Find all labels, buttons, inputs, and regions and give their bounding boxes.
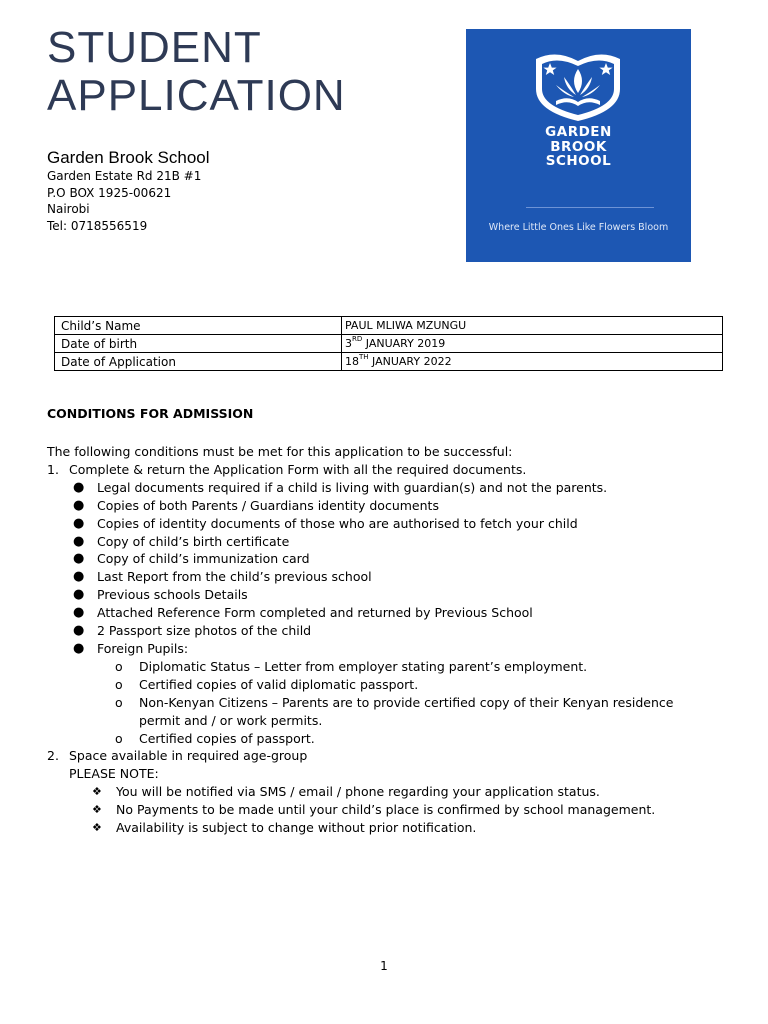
logo-name-line: BROOK: [550, 138, 607, 155]
bullet-icon: ●: [73, 533, 85, 549]
logo-name-line: SCHOOL: [545, 153, 612, 169]
address-line-street: Garden Estate Rd 21B #1: [47, 169, 202, 183]
note-text: You will be notified via SMS / email / phone regarding your application status.: [116, 784, 600, 800]
application-day: 18: [345, 355, 359, 368]
list-item: [47, 819, 737, 837]
child-name-label: Child’s Name: [55, 317, 342, 335]
sub-bullet-continuation: permit and / or work permits.: [139, 712, 323, 728]
bullet-text: Copy of child’s immunization card: [97, 551, 310, 567]
bullet-icon: ●: [73, 479, 85, 495]
page-number: 1: [380, 959, 388, 973]
list-item: [47, 461, 737, 479]
list-item: [47, 801, 737, 819]
bullet-text: Previous schools Details: [97, 587, 248, 603]
bullet-text: Copy of child’s birth certificate: [97, 533, 290, 549]
application-date-label: Date of Application: [55, 353, 342, 371]
sub-bullet-text: Certified copies of valid diplomatic passport.: [139, 676, 419, 692]
bullet-text: Last Report from the child’s previous school: [97, 569, 372, 585]
bullet-text: 2 Passport size photos of the child: [97, 623, 312, 639]
diamond-bullet-icon: ❖: [92, 803, 102, 817]
list-item: [47, 568, 737, 586]
bullet-icon: ●: [73, 587, 85, 603]
dob-suffix: RD: [352, 335, 363, 343]
bullet-text: Copies of both Parents / Guardians identity documents: [97, 497, 439, 513]
bullet-text: Foreign Pupils:: [97, 640, 189, 656]
crest-icon: [526, 49, 630, 123]
child-info-table: [54, 316, 723, 371]
list-item: [47, 533, 737, 551]
list-item: [47, 479, 737, 497]
item-number: 1.: [47, 461, 59, 477]
bullet-icon: ●: [73, 569, 85, 585]
table-row: [55, 353, 723, 371]
list-item: [47, 676, 737, 694]
list-item: [47, 658, 737, 676]
conditions-heading: CONDITIONS FOR ADMISSION: [47, 406, 254, 421]
logo-name-line: GARDEN: [545, 124, 612, 140]
logo-divider: [526, 207, 654, 208]
address-line-box: P.O BOX 1925-00621: [47, 185, 172, 200]
bullet-text: Legal documents required if a child is living with guardian(s) and not the parents.: [97, 479, 608, 495]
dob-label: Date of birth: [55, 335, 342, 353]
list-item: [47, 586, 737, 604]
table-row: [55, 335, 723, 353]
bullet-icon: ●: [73, 623, 85, 639]
title-line-1: STUDENT: [47, 23, 262, 72]
diamond-bullet-icon: ❖: [92, 785, 102, 799]
address-line-city: Nairobi: [47, 202, 90, 216]
child-name-text: PAUL MLIWA MZUNGU: [345, 319, 467, 332]
title-line-2: APPLICATION: [47, 71, 346, 120]
bullet-icon: ●: [73, 497, 85, 513]
document-title: [47, 24, 346, 120]
sub-bullet-text: Non-Kenyan Citizens – Parents are to provide certified copy of their Kenyan residence: [139, 694, 674, 710]
application-date-value: [342, 353, 723, 371]
please-note-label: PLEASE NOTE:: [69, 766, 159, 782]
bullet-text: Attached Reference Form completed and returned by Previous School: [97, 605, 533, 621]
circle-bullet-icon: o: [115, 658, 123, 674]
list-item: [47, 694, 737, 712]
list-item: [47, 783, 737, 801]
item-text: Complete & return the Application Form with all the required documents.: [69, 461, 527, 477]
list-item: [47, 622, 737, 640]
list-item: [47, 730, 737, 748]
dob-value: [342, 335, 723, 353]
school-name: Garden Brook School: [47, 148, 210, 167]
bullet-icon: ●: [73, 605, 85, 621]
list-item: [47, 550, 737, 568]
item-text: Space available in required age-group: [69, 748, 308, 764]
school-logo: [466, 29, 691, 262]
conditions-intro: The following conditions must be met for this application to be successful:: [47, 444, 513, 459]
child-name-value: [342, 317, 723, 335]
circle-bullet-icon: o: [115, 676, 123, 692]
note-text: No Payments to be made until your child’s place is confirmed by school management.: [116, 802, 656, 818]
application-month-year: JANUARY 2022: [368, 355, 452, 368]
sub-bullet-text: Diplomatic Status – Letter from employer stating parent’s employment.: [139, 658, 588, 674]
school-address: [47, 168, 201, 234]
sub-bullet-text: Certified copies of passport.: [139, 730, 315, 746]
bullet-text: Copies of identity documents of those who are authorised to fetch your child: [97, 515, 578, 531]
diamond-bullet-icon: ❖: [92, 821, 102, 835]
logo-school-name: [466, 125, 691, 169]
dob-day: 3: [345, 337, 352, 350]
bullet-icon: ●: [73, 515, 85, 531]
list-item: [47, 747, 737, 765]
logo-tagline: Where Little Ones Like Flowers Bloom: [488, 222, 669, 233]
circle-bullet-icon: o: [115, 694, 123, 710]
bullet-icon: ●: [73, 640, 85, 656]
address-line-phone: Tel: 0718556519: [47, 218, 148, 233]
note-text: Availability is subject to change without prior notification.: [116, 820, 477, 836]
list-item: [47, 604, 737, 622]
table-row: [55, 317, 723, 335]
circle-bullet-icon: o: [115, 730, 123, 746]
item-number: 2.: [47, 748, 59, 764]
dob-month-year: JANUARY 2019: [362, 337, 446, 350]
conditions-body: [47, 443, 737, 837]
list-item: [47, 497, 737, 515]
list-item: [47, 515, 737, 533]
application-suffix: TH: [359, 353, 369, 361]
list-item: [47, 640, 737, 658]
bullet-icon: ●: [73, 551, 85, 567]
